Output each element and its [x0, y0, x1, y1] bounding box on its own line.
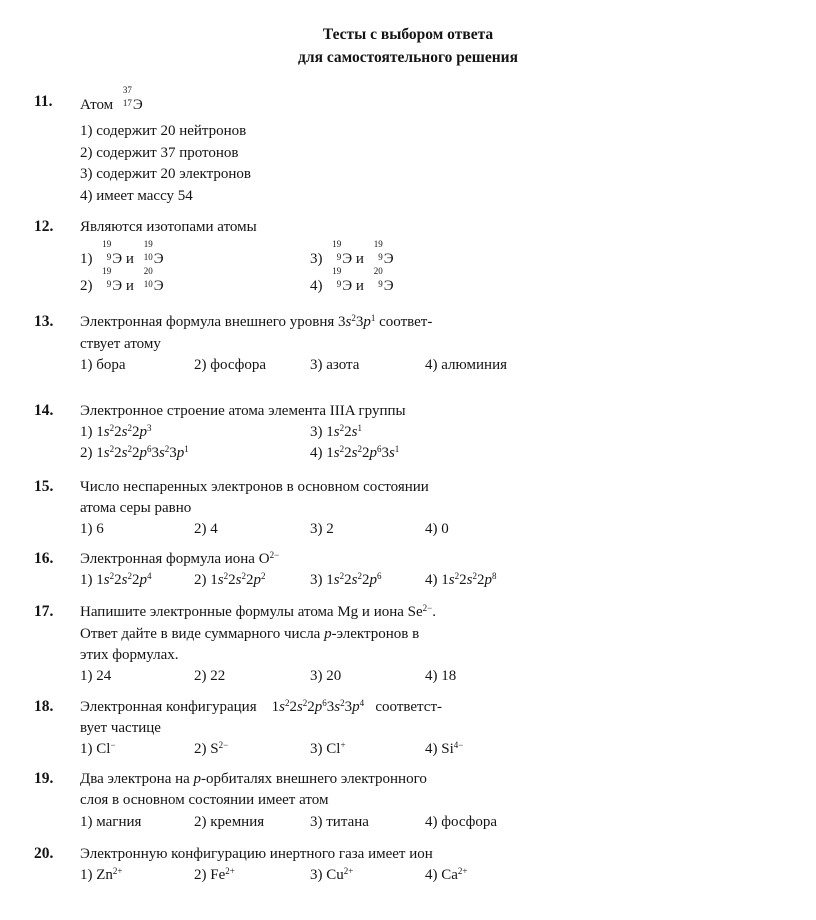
electron-formula: $1s^22s^22p^6$ — [326, 571, 382, 588]
q12-option-1: 1) 19 9 Э и 19 10 Э — [80, 239, 164, 267]
q16-option-4: 4) $1s^22s^22p^8$ — [425, 571, 497, 588]
q20-option-2: 2) $Fe^{2+}$ — [194, 866, 235, 883]
question-20-text: Электронную конфигурацию инертного газа имеет ион — [80, 846, 433, 862]
question-14-number: 14. — [34, 402, 54, 419]
question-18-text: Электронная конфигурация $1s^22s^22p^63s^23p^4$ соответст- — [80, 698, 443, 715]
q19-option-3: 3) титана — [310, 814, 369, 830]
question-12-text: Являются изотопами атомы — [80, 219, 257, 235]
question-15-text-line2: атома серы равно — [80, 500, 192, 516]
q15-option-3: 3) 2 — [310, 521, 334, 537]
question-11-nuclide-symbol: Э — [132, 97, 143, 113]
question-11-nuclide: 37 17 — [122, 85, 132, 108]
page-title-line2: для самостоятельного решения — [298, 49, 518, 66]
question-17-text-line3: этих формулах. — [80, 647, 179, 663]
q18-option-1: 1) Cl− — [80, 740, 116, 757]
q11-option-3: 3) содержит 20 электронов — [80, 166, 251, 182]
q15-option-4: 4) 0 — [425, 521, 449, 537]
q16-option-1: 1) $1s^22s^22p^4$ — [80, 571, 152, 588]
q20-option-4: 4) $Ca^{2+}$ — [425, 866, 468, 883]
q14-option-2: 2) $1s^22s^22p^63s^23p^1$ — [80, 444, 189, 461]
question-11-label: Атом — [80, 97, 114, 113]
question-11-text — [80, 85, 143, 113]
q12-option-4: 4) 19 9 Э и 20 9 Э — [310, 266, 394, 294]
question-15-number: 15. — [34, 478, 54, 495]
q13-option-2: 2) фосфора — [194, 357, 267, 373]
q15-option-1: 1) 6 — [80, 521, 104, 537]
q11-option-2: 2) содержит 37 протонов — [80, 145, 239, 161]
q14-option-4: 4) $1s^22s^22p^63s^1$ — [310, 444, 400, 461]
electron-formula: $1s^22s^22p^63s^23p^4$ — [271, 698, 365, 715]
q13-option-3: 3) азота — [310, 357, 360, 373]
q16-option-3: 3) $1s^22s^22p^6$ — [310, 571, 382, 588]
q14-option-3: 3) $1s^22s^1$ — [310, 423, 362, 440]
q17-option-4: 4) 18 — [425, 668, 457, 684]
q20-option-1: 1) $Zn^{2+}$ — [80, 866, 123, 883]
question-17-text-line2: Ответ дайте в виде суммарного числа p-электронов в — [80, 626, 420, 642]
q12-option-2: 2) 19 9 Э и 20 10 Э — [80, 266, 164, 294]
q18-option-3: 3) Cl+ — [310, 740, 346, 757]
q19-option-4: 4) фосфора — [425, 814, 498, 830]
q13-formula: $3s^23p^1$ — [338, 313, 376, 330]
q14-option-1: 1) $1s^22s^22p^3$ — [80, 423, 152, 440]
q12-option-3: 3) 19 9 Э и 19 9 Э — [310, 239, 394, 267]
q18-option-2: 2) $S^{2-}$ — [194, 740, 229, 757]
q18-option-4: 4) $Si^{4-}$ — [425, 740, 464, 757]
electron-formula: $1s^22s^22p^63s^1$ — [326, 444, 400, 461]
electron-formula: $1s^22s^22p^8$ — [441, 571, 497, 588]
q17-option-2: 2) 22 — [194, 668, 226, 684]
q19-option-1: 1) магния — [80, 814, 142, 830]
electron-formula: $1s^22s^22p^3$ — [96, 423, 152, 440]
question-20-number: 20. — [34, 845, 54, 862]
q13-option-1: 1) бора — [80, 357, 126, 373]
question-13-text-line2: ствует атому — [80, 336, 161, 352]
electron-formula: $1s^22s^22p^2$ — [210, 571, 266, 588]
q16-option-2: 2) $1s^22s^22p^2$ — [194, 571, 266, 588]
question-17-text: Напишите электронные формулы атома Mg и иона $Se^{2-}$. — [80, 603, 436, 620]
question-18-number: 18. — [34, 698, 54, 715]
question-17-number: 17. — [34, 603, 54, 620]
q17-option-1: 1) 24 — [80, 668, 112, 684]
question-13-text: Электронная формула внешнего уровня $3s^23p^1$ соответ- — [80, 313, 433, 330]
q20-option-3: 3) $Cu^{2+}$ — [310, 866, 354, 883]
question-19-text: Два электрона на p-орбиталях внешнего электронного — [80, 771, 427, 787]
question-16-text: Электронная формула иона $O^{2-}$ — [80, 550, 280, 567]
q17-option-3: 3) 20 — [310, 668, 342, 684]
electron-formula: $1s^22s^22p^63s^23p^1$ — [96, 444, 189, 461]
question-15-text: Число неспаренных электронов в основном состоянии — [80, 479, 429, 495]
question-12-number: 12. — [34, 218, 54, 235]
electron-formula: $1s^22s^1$ — [326, 423, 362, 440]
q15-option-2: 2) 4 — [194, 521, 218, 537]
question-14-text: Электронное строение атома элемента IIIA группы — [80, 403, 406, 419]
q19-option-2: 2) кремния — [194, 814, 265, 830]
question-16-number: 16. — [34, 550, 54, 567]
question-19-number: 19. — [34, 770, 54, 787]
electron-formula: $1s^22s^22p^4$ — [96, 571, 152, 588]
page-title-line1: Тесты с выбором ответа — [322, 26, 494, 43]
q11-option-4: 4) имеет массу 54 — [80, 188, 193, 204]
question-18-text-line2: вует частице — [80, 720, 161, 736]
question-13-number: 13. — [34, 313, 54, 330]
q11-option-1: 1) содержит 20 нейтронов — [80, 123, 247, 139]
question-11-number: 11. — [34, 93, 53, 110]
q13-option-4: 4) алюминия — [425, 357, 508, 373]
question-19-text-line2: слоя в основном состоянии имеет атом — [80, 792, 329, 808]
